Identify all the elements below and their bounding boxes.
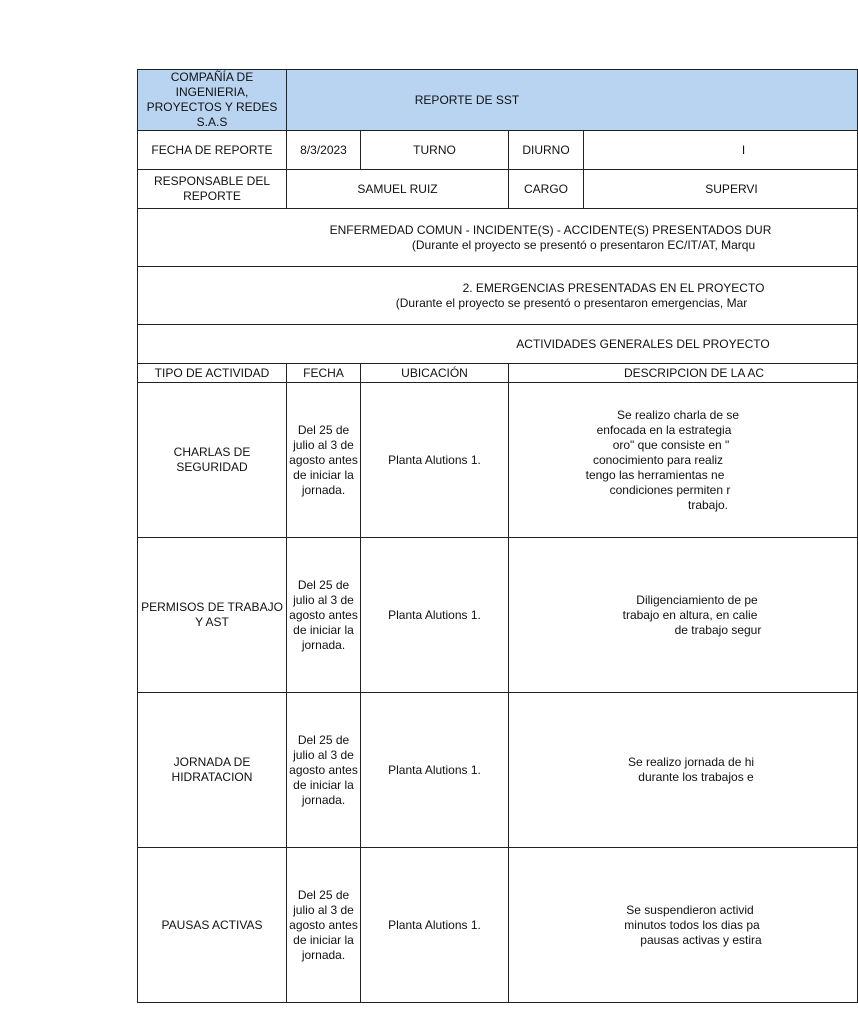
activity-tipo: JORNADA DE HIDRATACION — [138, 693, 287, 848]
col-descripcion-header: DESCRIPCION DE LA AC — [509, 364, 858, 383]
activity-fecha: Del 25 de julio al 3 de agosto antes de iniciar la jornada. — [287, 693, 361, 848]
fecha-value: 8/3/2023 — [287, 131, 361, 170]
enfermedad-title: ENFERMEDAD COMUN - INCIDENTE(S) - ACCIDENTE(S) PRESENTADOS DUR — [329, 222, 772, 237]
table-row — [138, 848, 858, 1003]
table-row — [138, 538, 858, 693]
sst-report-sheet — [137, 69, 772, 962]
table-row — [138, 693, 858, 848]
responsable-label: RESPONSABLE DEL REPORTE — [138, 170, 287, 209]
activity-ubicacion: Planta Alutions 1. — [361, 693, 509, 848]
activity-fecha: Del 25 de julio al 3 de agosto antes de iniciar la jornada. — [287, 848, 361, 1003]
col-tipo-header: TIPO DE ACTIVIDAD — [138, 364, 287, 383]
col-fecha-header: FECHA — [287, 364, 361, 383]
extra-value: I — [584, 131, 858, 170]
activity-ubicacion: Planta Alutions 1. — [361, 848, 509, 1003]
activity-ubicacion: Planta Alutions 1. — [361, 383, 509, 538]
activity-tipo: PAUSAS ACTIVAS — [138, 848, 287, 1003]
activity-descripcion: Diligenciamiento de pe trabajo en altura, en calie de trabajo segur — [509, 538, 858, 693]
turno-value: DIURNO — [509, 131, 584, 170]
cargo-label: CARGO — [509, 170, 584, 209]
company-name: COMPAÑÍA DE INGENIERIA, PROYECTOS Y REDES S.A.S — [138, 70, 287, 131]
emergencias-title: 2. EMERGENCIAS PRESENTADAS EN EL PROYECTO — [462, 280, 765, 295]
turno-label: TURNO — [361, 131, 509, 170]
report-title: REPORTE DE SST — [287, 70, 858, 131]
activity-descripcion: Se suspendieron activid minutos todos los dias pa pausas activas y estira — [509, 848, 858, 1003]
responsable-value: SAMUEL RUIZ — [287, 170, 509, 209]
activity-descripcion: Se realizo charla de se enfocada en la estrategia oro" que consiste en " conocimiento para realiz tengo las herramientas ne condiciones permiten r trabajo. — [509, 383, 858, 538]
cargo-value: SUPERVI — [584, 170, 858, 209]
activity-descripcion: Se realizo jornada de hi durante los trabajos e — [509, 693, 858, 848]
actividades-title: ACTIVIDADES GENERALES DEL PROYECTO — [516, 336, 770, 351]
activity-tipo: CHARLAS DE SEGURIDAD — [138, 383, 287, 538]
enfermedad-section — [138, 209, 858, 267]
report-table — [137, 69, 858, 1003]
emergencias-subtitle: (Durante el proyecto se presentó o presentaron emergencias, Mar — [395, 295, 748, 310]
table-row — [138, 383, 858, 538]
activity-tipo: PERMISOS DE TRABAJO Y AST — [138, 538, 287, 693]
actividades-section — [138, 325, 858, 364]
fecha-label: FECHA DE REPORTE — [138, 131, 287, 170]
emergencias-section — [138, 267, 858, 325]
col-ubicacion-header: UBICACIÓN — [361, 364, 509, 383]
activity-fecha: Del 25 de julio al 3 de agosto antes de iniciar la jornada. — [287, 538, 361, 693]
enfermedad-subtitle: (Durante el proyecto se presentó o presentaron EC/IT/AT, Marqu — [411, 237, 756, 252]
activity-fecha: Del 25 de julio al 3 de agosto antes de iniciar la jornada. — [287, 383, 361, 538]
activity-ubicacion: Planta Alutions 1. — [361, 538, 509, 693]
